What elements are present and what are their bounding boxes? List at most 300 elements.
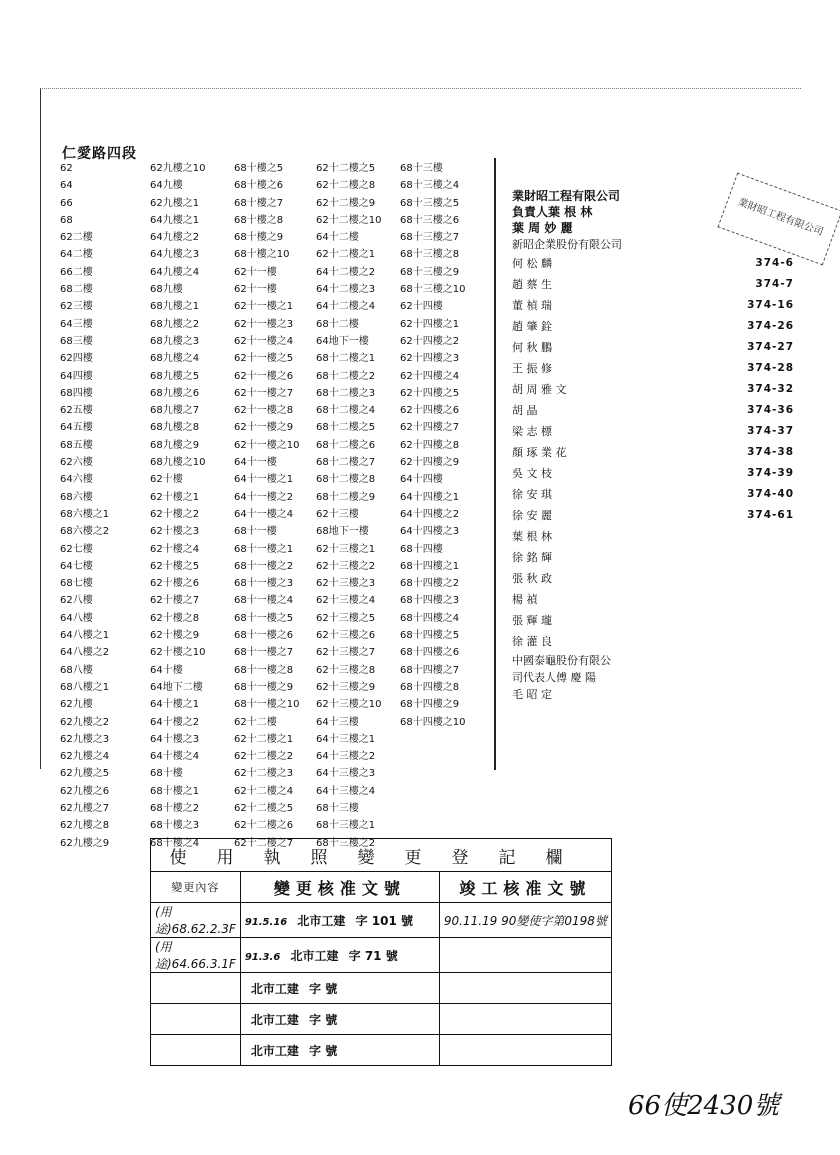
owner-name: 徐 安 麗: [512, 509, 552, 522]
owner-row: [512, 631, 812, 652]
approval-number: [240, 973, 439, 1004]
address-entry: 68十二樓之8: [316, 474, 376, 486]
address-entry: 62十二樓之4: [234, 785, 294, 797]
owner-row: [512, 442, 812, 463]
address-entry: 68十二樓之4: [316, 405, 376, 417]
address-entry: 68十樓之2: [150, 802, 200, 814]
address-entry: 62十一樓之7: [234, 387, 294, 399]
address-entry: 68十一樓之5: [234, 612, 294, 624]
address-entry: 68十二樓之7: [316, 457, 376, 469]
owner-name: 胡 晶: [512, 404, 538, 417]
approval-office: 北市工建: [290, 948, 339, 963]
address-entry: 68十三樓之4: [400, 180, 460, 192]
address-entry: 68五樓: [60, 439, 93, 451]
col-header-change: 變更內容: [151, 872, 241, 903]
address-entry: 66二樓: [60, 266, 93, 278]
parcel-number: 374-39: [747, 467, 794, 479]
parcel-number: [682, 610, 794, 631]
col-header-completion: 竣工核准文號: [439, 872, 611, 903]
parcel-number: 374-16: [747, 299, 794, 311]
approval-date: 91.5.16: [244, 916, 288, 928]
owner-name: 葉 根 林: [512, 530, 552, 543]
registration-row: [151, 938, 612, 973]
address-entry: 68九樓之3: [150, 335, 200, 347]
parcel-number: 374-6: [755, 257, 794, 269]
address-entry: 68九樓之1: [150, 301, 200, 313]
address-entry: 68十一樓之10: [234, 699, 300, 711]
address-entry: 68十三樓之2: [316, 837, 376, 849]
parcel-number: [682, 547, 794, 568]
approval-ref: 字 號: [309, 1012, 338, 1027]
address-entry: 62七樓: [60, 543, 93, 555]
address-entry: 62十四樓之8: [400, 439, 460, 451]
address-entry: 64地下二樓: [150, 681, 203, 693]
address-entry: 62四樓: [60, 353, 93, 365]
owner-name: 趙 肇 銓: [512, 320, 552, 333]
owner-row: [512, 253, 812, 274]
address-entry: 62九樓之10: [150, 163, 206, 174]
seal-stamp: 業財昭工程有限公司: [717, 173, 840, 266]
address-entry: 68十二樓之3: [316, 387, 376, 399]
address-entry: 68十三樓之9: [400, 266, 460, 278]
change-content: (用途)64.66.3.1F: [151, 938, 241, 973]
address-entry: 68十四樓之2: [400, 578, 460, 590]
owner-row: [512, 379, 812, 400]
change-content: [151, 1035, 241, 1066]
address-entry: 68十四樓之3: [400, 595, 460, 607]
address-entry: 68九樓之6: [150, 387, 200, 399]
address-entry: 68十一樓: [234, 526, 277, 538]
owner-name: 趙 蔡 生: [512, 278, 552, 291]
address-entry: 62十一樓: [234, 266, 277, 278]
address-entry: 64十四樓之1: [400, 491, 460, 503]
handwritten-note: 66使2430號: [628, 1091, 780, 1121]
address-entry: 68十四樓之7: [400, 664, 460, 676]
owner-rows: [512, 253, 812, 652]
address-entry: 62十二樓之3: [234, 768, 294, 780]
registration-row: [151, 973, 612, 1004]
address-entry: 68十一樓之9: [234, 681, 294, 693]
address-entry: 62十三樓之1: [316, 543, 376, 555]
address-entry: 68十三樓之10: [400, 284, 466, 296]
address-entry: 62九樓之9: [60, 837, 110, 849]
owner-row: [512, 589, 812, 610]
address-entry: 62十一樓: [234, 284, 277, 296]
address-entry: 66: [60, 197, 73, 209]
owner-name: 毛 昭 定: [512, 688, 552, 701]
owner-row: [512, 568, 812, 589]
change-content: [151, 1004, 241, 1035]
address-entry: 68十一樓之7: [234, 647, 294, 659]
address-entry: 68十三樓之8: [400, 249, 460, 261]
address-entry: 62十三樓之4: [316, 595, 376, 607]
completion-ref: 90變使字第0198號: [501, 913, 607, 928]
address-entry: 64六樓: [60, 474, 93, 486]
completion-number: [439, 1004, 611, 1035]
address-entry: 62十四樓之4: [400, 370, 460, 382]
owner-name: 張 輝 瓏: [512, 614, 552, 627]
address-entry: 62十樓之9: [150, 630, 200, 642]
address-entry: 68十一樓之2: [234, 560, 294, 572]
address-entry: 62十一樓之10: [234, 439, 300, 451]
address-entry: 62十樓: [150, 474, 183, 486]
address-entry: 68九樓之2: [150, 318, 200, 330]
address-entry: 64十樓之2: [150, 716, 200, 728]
parcel-number: [682, 568, 794, 589]
address-entry: 68六樓之2: [60, 526, 110, 538]
address-entry: 68十樓之9: [234, 232, 284, 244]
address-entry: 62: [60, 163, 73, 174]
company-name: 中國泰龜股份有限公: [512, 654, 611, 667]
address-entry: 64十樓之3: [150, 733, 200, 745]
owner-name: 何 松 麟: [512, 257, 552, 270]
col-header-approval: 變更核准文號: [240, 872, 439, 903]
address-entry: 64三樓: [60, 318, 93, 330]
address-entry: 68十二樓之2: [316, 370, 376, 382]
address-entry: 68十樓之5: [234, 163, 284, 174]
address-entry: 62十二樓之7: [234, 837, 294, 849]
address-entry: 62二樓: [60, 232, 93, 244]
owner-row: [512, 484, 812, 505]
owner-name: 徐 安 琪: [512, 488, 552, 501]
address-entry: 68十三樓: [400, 163, 443, 174]
address-entry: 68十三樓之6: [400, 214, 460, 226]
address-entry: 64八樓之2: [60, 647, 110, 659]
address-entry: 64十一樓: [234, 457, 277, 469]
owner-name: 梁 志 標: [512, 425, 552, 438]
address-entry: 68七樓: [60, 578, 93, 590]
address-column: [316, 160, 381, 852]
address-entry: 62十樓之4: [150, 543, 200, 555]
address-entry: 64十二樓: [316, 232, 359, 244]
address-column: [60, 160, 109, 852]
address-entry: 64四樓: [60, 370, 93, 382]
address-entry: 68十一樓之6: [234, 630, 294, 642]
address-entry: 62八樓: [60, 595, 93, 607]
address-entry: 62十一樓之9: [234, 422, 294, 434]
address-entry: 62十四樓之6: [400, 405, 460, 417]
address-entry: 62十三樓之3: [316, 578, 376, 590]
address-entry: 62九樓之2: [60, 716, 110, 728]
address-entry: 62十三樓之7: [316, 647, 376, 659]
address-entry: 64十樓之4: [150, 751, 200, 763]
address-entry: 68六樓之1: [60, 508, 110, 520]
address-entry: 62十四樓: [400, 301, 443, 313]
address-entry: 64八樓之1: [60, 630, 110, 642]
address-entry: 64十三樓: [316, 716, 359, 728]
address-entry: 68十三樓: [316, 802, 359, 814]
address-entry: 68十樓之7: [234, 197, 284, 209]
address-entry: 62九樓: [60, 699, 93, 711]
address-entry: 62十樓之8: [150, 612, 200, 624]
address-entry: 62九樓之1: [150, 197, 200, 209]
address-entry: 68九樓之9: [150, 439, 200, 451]
address-entry: 64五樓: [60, 422, 93, 434]
address-column: [150, 160, 205, 852]
address-entry: 64地下一樓: [316, 335, 369, 347]
address-entry: 64十三樓之4: [316, 785, 376, 797]
address-entry: 68十二樓之9: [316, 491, 376, 503]
completion-number: [439, 938, 611, 973]
parcel-number: 374-36: [747, 404, 794, 416]
owner-name: 楊 禎: [512, 593, 538, 606]
address-entry: 64十一樓之4: [234, 508, 294, 520]
company-header-line: 葉 周 妙 麗: [512, 221, 573, 235]
address-entry: 64十四樓: [400, 474, 443, 486]
address-entry: 64十一樓之2: [234, 491, 294, 503]
owner-name: 徐 銘 輝: [512, 551, 552, 564]
address-entry: 64十四樓之2: [400, 508, 460, 520]
owner-name: 胡 周 雅 文: [512, 383, 567, 396]
address-entry: 64十二樓之2: [316, 266, 376, 278]
address-entry: 68: [60, 214, 73, 226]
address-entry: 62九樓之4: [60, 751, 110, 763]
parcel-number: 374-32: [747, 383, 794, 395]
owner-row: [512, 358, 812, 379]
address-entry: 62十一樓之5: [234, 353, 294, 365]
completion-date: 90.11.19: [443, 913, 498, 928]
approval-office: 北市工建: [297, 913, 346, 928]
parcel-number: 374-28: [747, 362, 794, 374]
address-entry: 62九樓之3: [60, 733, 110, 745]
address-entry: 62十一樓之4: [234, 335, 294, 347]
address-entry: 68十四樓之6: [400, 647, 460, 659]
owner-name: 王 振 修: [512, 362, 552, 375]
address-entry: 62十樓之3: [150, 526, 200, 538]
parcel-number: [682, 631, 794, 652]
address-entry: 62六樓: [60, 457, 93, 469]
address-entry: 62十四樓之1: [400, 318, 460, 330]
completion-number: [439, 1035, 611, 1066]
approval-office: 北市工建: [250, 1012, 299, 1027]
owner-name: 吳 文 枝: [512, 467, 552, 480]
address-entry: 64十三樓之2: [316, 751, 376, 763]
address-entry: 68九樓之7: [150, 405, 200, 417]
parcel-number: 374-37: [747, 425, 794, 437]
owner-list: [512, 188, 812, 703]
owner-row: [512, 526, 812, 547]
address-entry: 62十三樓之9: [316, 681, 376, 693]
address-entry: 62十一樓之8: [234, 405, 294, 417]
approval-ref: 字 號: [309, 981, 338, 996]
registration-title: 使用執照變更登記欄: [151, 839, 612, 872]
address-entry: 68三樓: [60, 335, 93, 347]
address-entry: 68十樓之10: [234, 249, 290, 261]
address-entry: 62十樓之7: [150, 595, 200, 607]
address-entry: 62十三樓之8: [316, 664, 376, 676]
address-entry: 62十樓之2: [150, 508, 200, 520]
approval-date: 91.3.6: [244, 951, 281, 963]
parcel-number: 374-7: [755, 278, 794, 290]
address-entry: 68十樓之8: [234, 214, 284, 226]
address-entry: 68十樓之4: [150, 837, 200, 849]
street-title: 仁愛路四段: [62, 146, 137, 162]
approval-ref: 字 71 號: [348, 948, 398, 963]
address-entry: 68十四樓之9: [400, 699, 460, 711]
approval-number: [240, 903, 439, 938]
address-entry: 64九樓之3: [150, 249, 200, 261]
address-entry: 64十二樓之4: [316, 301, 376, 313]
address-entry: 62九樓之6: [60, 785, 110, 797]
address-entry: 62十樓之5: [150, 560, 200, 572]
approval-office: 北市工建: [250, 981, 299, 996]
address-entry: 64十樓: [150, 664, 183, 676]
address-entry: 68十二樓之1: [316, 353, 376, 365]
registration-table: [150, 838, 612, 1066]
address-entry: 62十二樓之6: [234, 820, 294, 832]
address-entry: 68十四樓之10: [400, 716, 466, 728]
address-entry: 62十一樓之1: [234, 301, 294, 313]
owner-row: [512, 610, 812, 631]
address-entry: 68十一樓之1: [234, 543, 294, 555]
address-entry: 62十四樓之5: [400, 387, 460, 399]
address-entry: 62十三樓: [316, 508, 359, 520]
parcel-number: 374-26: [747, 320, 794, 332]
address-entry: 62十樓之10: [150, 647, 206, 659]
address-entry: 64十三樓之3: [316, 768, 376, 780]
registration-row: [151, 903, 612, 938]
address-entry: 62十四樓之7: [400, 422, 460, 434]
address-entry: 68十二樓之6: [316, 439, 376, 451]
owner-name: 徐 灌 良: [512, 635, 552, 648]
address-entry: 64九樓之1: [150, 214, 200, 226]
company-header-line: 負責人葉 根 林: [512, 205, 593, 219]
address-entry: 68十二樓: [316, 318, 359, 330]
address-entry: 62十一樓之6: [234, 370, 294, 382]
registration-row: [151, 1004, 612, 1035]
company-header-line: 業財昭工程有限公司: [512, 189, 621, 203]
address-entry: 64十三樓之1: [316, 733, 376, 745]
address-entry: 68六樓: [60, 491, 93, 503]
address-entry: 64十二樓之3: [316, 284, 376, 296]
address-entry: 64十四樓之3: [400, 526, 460, 538]
address-entry: 68十樓之3: [150, 820, 200, 832]
address-column: [234, 160, 299, 852]
owner-row: [512, 547, 812, 568]
address-entry: 62十四樓之2: [400, 335, 460, 347]
parcel-number: [682, 526, 794, 547]
address-entry: 62十二樓之8: [316, 180, 376, 192]
address-entry: 62十二樓之10: [316, 214, 382, 226]
address-entry: 68十三樓之5: [400, 197, 460, 209]
address-entry: 68二樓: [60, 284, 93, 296]
address-entry: 68十二樓之5: [316, 422, 376, 434]
address-entry: 68九樓: [150, 284, 183, 296]
owner-row: [512, 505, 812, 526]
parcel-number: [682, 589, 794, 610]
address-entry: 62十一樓之3: [234, 318, 294, 330]
address-entry: 68十樓之6: [234, 180, 284, 192]
approval-number: [240, 938, 439, 973]
address-entry: 64十樓之1: [150, 699, 200, 711]
address-entry: 64九樓之4: [150, 266, 200, 278]
address-entry: 62十二樓: [234, 716, 277, 728]
address-entry: 62十三樓之5: [316, 612, 376, 624]
change-content: [151, 973, 241, 1004]
owner-row: [512, 421, 812, 442]
change-content: (用途)68.62.2.3F: [151, 903, 241, 938]
address-entry: 62十二樓之2: [234, 751, 294, 763]
address-entry: 62十樓之6: [150, 578, 200, 590]
address-entry: 62三樓: [60, 301, 93, 313]
owner-name: 何 秋 鵬: [512, 341, 552, 354]
address-column: [400, 160, 465, 731]
address-entry: 62十二樓之9: [316, 197, 376, 209]
owner-row: [512, 463, 812, 484]
owner-row: [512, 316, 812, 337]
address-entry: 62九樓之7: [60, 802, 110, 814]
address-entry: 68地下一樓: [316, 526, 369, 538]
address-entry: 62十樓之1: [150, 491, 200, 503]
approval-ref: 字 101 號: [355, 913, 414, 928]
address-entry: 62五樓: [60, 405, 93, 417]
owner-row: [512, 274, 812, 295]
address-entry: 68十樓之1: [150, 785, 200, 797]
address-entry: 68十一樓之3: [234, 578, 294, 590]
approval-ref: 字 號: [309, 1043, 338, 1058]
address-entry: 62十二樓之1: [234, 733, 294, 745]
approval-office: 北市工建: [250, 1043, 299, 1058]
address-entry: 68十一樓之4: [234, 595, 294, 607]
address-entry: 64七樓: [60, 560, 93, 572]
address-entry: 68十三樓之7: [400, 232, 460, 244]
address-entry: 68八樓之1: [60, 681, 110, 693]
address-entry: 68十四樓之5: [400, 630, 460, 642]
address-entry: 62十三樓之10: [316, 699, 382, 711]
address-entry: 62十二樓之5: [234, 802, 294, 814]
address-entry: 62九樓之5: [60, 768, 110, 780]
parcel-number: 374-38: [747, 446, 794, 458]
approval-number: [240, 1004, 439, 1035]
address-entry: 64二樓: [60, 249, 93, 261]
address-entry: 62十二樓之5: [316, 163, 376, 174]
address-entry: 68十三樓之1: [316, 820, 376, 832]
address-entry: 62十四樓之3: [400, 353, 460, 365]
address-entry: 68十四樓之1: [400, 560, 460, 572]
address-entry: 64八樓: [60, 612, 93, 624]
address-entry: 68八樓: [60, 664, 93, 676]
company-name: 司代表人傅 慶 陽: [512, 671, 596, 684]
address-entry: 64十一樓之1: [234, 474, 294, 486]
approval-number: [240, 1035, 439, 1066]
owner-row: [512, 295, 812, 316]
completion-number: [439, 903, 611, 938]
owner-name: 張 秋 政: [512, 572, 552, 585]
address-entry: 68十四樓之4: [400, 612, 460, 624]
registration-row: [151, 1035, 612, 1066]
address-entry: 62十三樓之6: [316, 630, 376, 642]
company-name: 新昭企業股份有限公司: [512, 238, 622, 251]
address-entry: 68十一樓之8: [234, 664, 294, 676]
address-entry: 68十樓: [150, 768, 183, 780]
parcel-number: 374-61: [747, 509, 794, 521]
address-entry: 68十四樓之8: [400, 681, 460, 693]
address-entry: 62十二樓之1: [316, 249, 376, 261]
parcel-number: 374-40: [747, 488, 794, 500]
address-entry: 62九樓之8: [60, 820, 110, 832]
address-entry: 68九樓之5: [150, 370, 200, 382]
address-entry: 64: [60, 180, 73, 192]
address-entry: 62十三樓之2: [316, 560, 376, 572]
owner-name: 顏 琢 業 花: [512, 446, 567, 459]
owner-name: 董 楨 瑞: [512, 299, 552, 312]
parcel-number: 374-27: [747, 341, 794, 353]
address-entry: 68九樓之10: [150, 457, 206, 469]
address-entry: 68十四樓: [400, 543, 443, 555]
address-entry: 64九樓: [150, 180, 183, 192]
address-entry: 64九樓之2: [150, 232, 200, 244]
address-entry: 68九樓之4: [150, 353, 200, 365]
